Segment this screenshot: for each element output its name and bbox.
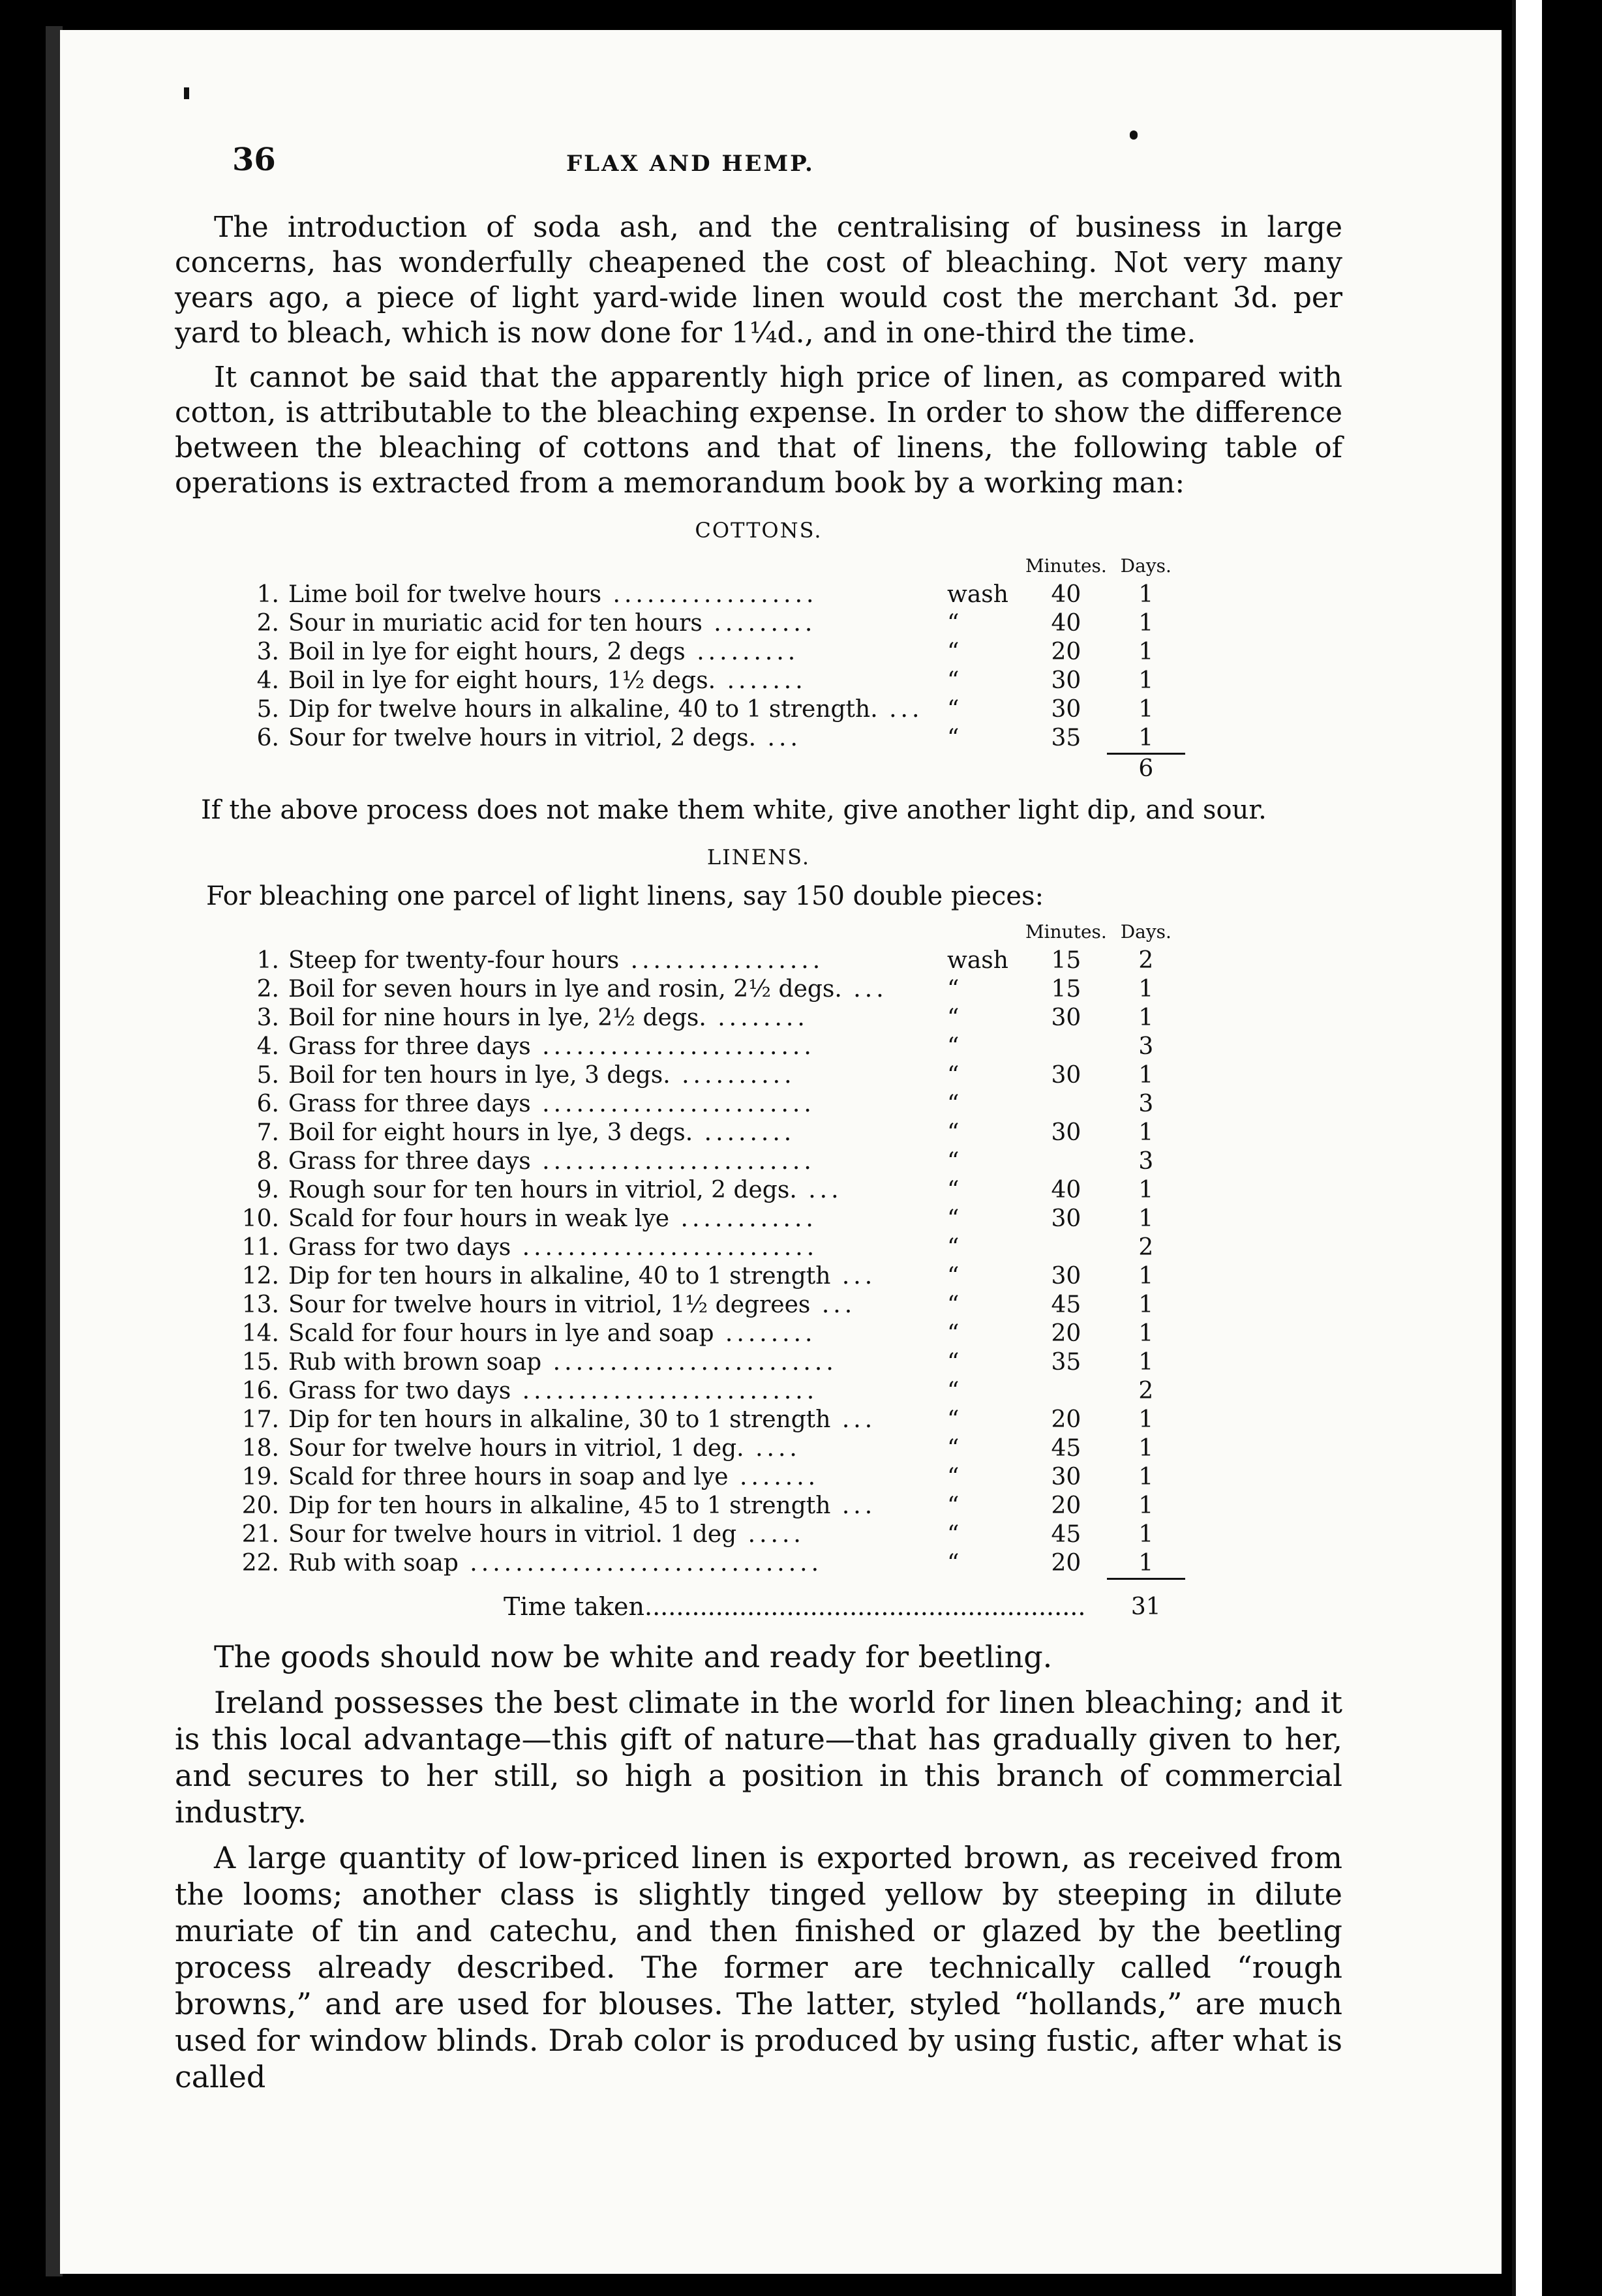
operation-text: Boil for seven hours in lye and rosin, 2½ degs. bbox=[288, 976, 842, 1003]
leader-dots: ... bbox=[830, 1492, 877, 1519]
days-value: 3 bbox=[1138, 1091, 1154, 1117]
row-number: 5. bbox=[256, 696, 279, 723]
days-value: 1 bbox=[1138, 1349, 1154, 1376]
row-number: 2. bbox=[256, 976, 279, 1003]
wash-mark: “ bbox=[947, 1320, 960, 1347]
days-value: 1 bbox=[1138, 1004, 1154, 1031]
days-value: 1 bbox=[1138, 1521, 1154, 1548]
col-minutes: Minutes. bbox=[1025, 555, 1107, 577]
wash-mark: “ bbox=[947, 1062, 960, 1089]
table-row bbox=[240, 1377, 1185, 1406]
leader-dots: .......................... bbox=[511, 1234, 819, 1261]
days-value: 2 bbox=[1138, 1234, 1154, 1261]
minutes-value: 30 bbox=[1051, 1464, 1081, 1490]
paragraph: The goods should now be white and ready for beetling. bbox=[214, 1639, 1053, 1674]
minutes-value: 30 bbox=[1051, 1205, 1081, 1232]
minutes-value: 30 bbox=[1051, 1119, 1081, 1146]
page-content bbox=[175, 142, 1342, 2104]
operation-text: Sour for twelve hours in vitriol, 1 deg. bbox=[288, 1435, 744, 1462]
linens-title: LINENS. bbox=[706, 845, 811, 869]
leader-dots: ........................................................ bbox=[644, 1592, 1086, 1621]
row-number: 11. bbox=[241, 1234, 279, 1261]
ink-speck bbox=[184, 87, 189, 99]
operation bbox=[288, 1090, 941, 1119]
leader-dots: ... bbox=[877, 696, 924, 723]
operation-text: Grass for three days bbox=[288, 1148, 531, 1175]
leader-dots: ... bbox=[841, 976, 888, 1003]
row-number: 15. bbox=[241, 1349, 279, 1376]
days-value: 2 bbox=[1138, 947, 1154, 974]
cottons-table bbox=[240, 552, 1185, 783]
table-row bbox=[240, 1090, 1185, 1119]
row-number: 21. bbox=[241, 1521, 279, 1548]
wash-mark: “ bbox=[947, 1004, 960, 1031]
row-number: 19. bbox=[241, 1464, 279, 1490]
operation bbox=[288, 1262, 941, 1291]
operation-text: Dip for ten hours in alkaline, 40 to 1 strength bbox=[288, 1263, 831, 1290]
days-value: 2 bbox=[1138, 1378, 1154, 1404]
leader-dots: ..... bbox=[736, 1521, 805, 1548]
wash-mark: “ bbox=[947, 1492, 960, 1519]
minutes-value: 35 bbox=[1051, 725, 1081, 751]
table-row bbox=[240, 1520, 1185, 1549]
linens-table bbox=[240, 918, 1185, 1622]
operation bbox=[288, 1377, 941, 1406]
table-row bbox=[240, 1492, 1185, 1520]
operation-text: Steep for twenty-four hours bbox=[288, 947, 620, 974]
leader-dots: ....... bbox=[728, 1464, 820, 1490]
operation bbox=[288, 1233, 941, 1262]
leader-dots: ................. bbox=[619, 947, 824, 974]
operation-text: Scald for three hours in soap and lye bbox=[288, 1464, 729, 1490]
table-row bbox=[240, 1061, 1185, 1090]
table-row bbox=[240, 667, 1185, 695]
table-row bbox=[240, 1004, 1185, 1033]
operation-text: Sour for twelve hours in vitriol, 2 degs. bbox=[288, 725, 757, 751]
leader-dots: ... bbox=[810, 1292, 856, 1318]
table-row bbox=[240, 1233, 1185, 1262]
row-number: 22. bbox=[241, 1550, 279, 1577]
col-minutes: Minutes. bbox=[1025, 921, 1107, 943]
table-row bbox=[240, 1406, 1185, 1434]
minutes-value bbox=[1025, 1033, 1107, 1061]
wash-mark: “ bbox=[947, 1292, 960, 1318]
page-edge bbox=[1512, 0, 1542, 2296]
wash-mark: “ bbox=[947, 1263, 960, 1290]
header-title: FLAX AND HEMP. bbox=[566, 151, 815, 177]
operation bbox=[288, 638, 941, 667]
minutes-value: 20 bbox=[1051, 1550, 1081, 1577]
leader-dots: ........................ bbox=[530, 1148, 815, 1175]
operation-text: Grass for three days bbox=[288, 1091, 531, 1117]
operation-text: Boil in lye for eight hours, 1½ degs. bbox=[288, 667, 716, 694]
cottons-note: If the above process does not make them white, give another light dip, and sour. bbox=[201, 795, 1267, 825]
leader-dots: ........................ bbox=[530, 1033, 815, 1060]
minutes-value: 35 bbox=[1051, 1349, 1081, 1376]
ink-speck bbox=[1130, 130, 1138, 140]
wash-mark: “ bbox=[947, 976, 960, 1003]
minutes-value: 30 bbox=[1051, 696, 1081, 723]
days-value: 1 bbox=[1138, 976, 1154, 1003]
leader-dots: ... bbox=[756, 725, 802, 751]
table-row bbox=[240, 975, 1185, 1004]
days-value: 1 bbox=[1138, 1263, 1154, 1290]
operation-text: Sour in muriatic acid for ten hours bbox=[288, 610, 703, 637]
minutes-value bbox=[1025, 1233, 1107, 1262]
row-number: 6. bbox=[256, 1091, 279, 1117]
table-row bbox=[240, 1205, 1185, 1233]
minutes-value: 30 bbox=[1051, 667, 1081, 694]
days-value: 1 bbox=[1138, 1177, 1154, 1203]
minutes-value: 20 bbox=[1051, 639, 1081, 665]
days-value: 1 bbox=[1138, 696, 1154, 723]
table-row bbox=[240, 1348, 1185, 1377]
row-number: 1. bbox=[256, 581, 279, 608]
row-number: 16. bbox=[241, 1378, 279, 1404]
operation bbox=[288, 1147, 941, 1176]
table-row bbox=[240, 609, 1185, 638]
row-number: 6. bbox=[256, 725, 279, 751]
days-value: 1 bbox=[1138, 1406, 1154, 1433]
row-number: 4. bbox=[256, 1033, 279, 1060]
days-value: 1 bbox=[1138, 1320, 1154, 1347]
col-days: Days. bbox=[1120, 921, 1171, 943]
operation-text: Rub with brown soap bbox=[288, 1349, 542, 1376]
operation-text: Dip for ten hours in alkaline, 45 to 1 strength bbox=[288, 1492, 831, 1519]
row-number: 14. bbox=[241, 1320, 279, 1347]
row-number: 13. bbox=[241, 1292, 279, 1318]
wash-mark: “ bbox=[947, 1435, 960, 1462]
cottons-title: COTTONS. bbox=[695, 518, 823, 543]
days-value: 1 bbox=[1138, 1292, 1154, 1318]
table-row bbox=[240, 724, 1185, 754]
leader-dots: ... bbox=[830, 1406, 877, 1433]
row-number: 12. bbox=[241, 1263, 279, 1290]
operation-text: Dip for ten hours in alkaline, 30 to 1 strength bbox=[288, 1406, 831, 1433]
row-number: 10. bbox=[241, 1205, 279, 1232]
wash-mark: “ bbox=[947, 1119, 960, 1146]
minutes-value bbox=[1025, 1147, 1107, 1176]
operation bbox=[288, 1406, 941, 1434]
days-value: 1 bbox=[1138, 1119, 1154, 1146]
row-number: 2. bbox=[256, 610, 279, 637]
operation-text: Sour for twelve hours in vitriol, 1½ degrees bbox=[288, 1292, 811, 1318]
operation-text: Scald for four hours in weak lye bbox=[288, 1205, 670, 1232]
minutes-value: 40 bbox=[1051, 581, 1081, 608]
wash-mark: wash bbox=[947, 581, 1008, 608]
days-value: 1 bbox=[1138, 725, 1154, 751]
operation-text: Rub with soap bbox=[288, 1550, 459, 1577]
linens-intro: For bleaching one parcel of light linens, say 150 double pieces: bbox=[206, 881, 1044, 911]
table-row bbox=[240, 638, 1185, 667]
wash-mark: “ bbox=[947, 1091, 960, 1117]
operation bbox=[288, 1520, 941, 1549]
minutes-value: 30 bbox=[1051, 1263, 1081, 1290]
table-row bbox=[240, 946, 1185, 975]
minutes-value: 15 bbox=[1051, 947, 1081, 974]
leader-dots: ........ bbox=[706, 1004, 809, 1031]
wash-mark: “ bbox=[947, 696, 960, 723]
wash-mark: “ bbox=[947, 1148, 960, 1175]
operation bbox=[288, 695, 941, 724]
operation-text: Boil in lye for eight hours, 2 degs bbox=[288, 639, 686, 665]
days-value: 1 bbox=[1138, 610, 1154, 637]
operation-text: Rough sour for ten hours in vitriol, 2 degs. bbox=[288, 1177, 797, 1203]
minutes-value: 30 bbox=[1051, 1004, 1081, 1031]
operation bbox=[288, 724, 941, 754]
col-days: Days. bbox=[1120, 555, 1171, 577]
days-value: 1 bbox=[1138, 1062, 1154, 1089]
operation bbox=[288, 946, 941, 975]
operation-text: Boil for nine hours in lye, 2½ degs. bbox=[288, 1004, 706, 1031]
wash-mark: “ bbox=[947, 1177, 960, 1203]
table-row bbox=[240, 695, 1185, 724]
table-row bbox=[240, 1147, 1185, 1176]
days-value: 1 bbox=[1138, 639, 1154, 665]
wash-mark: “ bbox=[947, 1406, 960, 1433]
operation bbox=[288, 1291, 941, 1320]
row-number: 18. bbox=[241, 1435, 279, 1462]
row-number: 3. bbox=[256, 639, 279, 665]
wash-mark: “ bbox=[947, 1234, 960, 1261]
days-value: 1 bbox=[1138, 1435, 1154, 1462]
minutes-value: 20 bbox=[1051, 1320, 1081, 1347]
table-row bbox=[240, 581, 1185, 609]
operation bbox=[288, 1434, 941, 1463]
leader-dots: ......................... bbox=[541, 1349, 838, 1376]
leader-dots: ......... bbox=[702, 610, 817, 637]
minutes-value: 15 bbox=[1051, 976, 1081, 1003]
leader-dots: ........ bbox=[693, 1119, 796, 1146]
leader-dots: ............ bbox=[669, 1205, 817, 1232]
days-value: 1 bbox=[1138, 1464, 1154, 1490]
table-row bbox=[240, 1549, 1185, 1579]
row-number: 9. bbox=[256, 1177, 279, 1203]
minutes-value: 20 bbox=[1051, 1406, 1081, 1433]
wash-mark: “ bbox=[947, 1378, 960, 1404]
running-head bbox=[175, 142, 1342, 188]
row-number: 17. bbox=[241, 1406, 279, 1433]
leader-dots: ... bbox=[830, 1263, 877, 1290]
minutes-value bbox=[1025, 1090, 1107, 1119]
operation bbox=[288, 1492, 941, 1520]
minutes-value: 40 bbox=[1051, 1177, 1081, 1203]
days-value: 3 bbox=[1138, 1033, 1154, 1060]
table-row bbox=[240, 1434, 1185, 1463]
leader-dots: .......................... bbox=[511, 1378, 819, 1404]
minutes-value: 45 bbox=[1051, 1292, 1081, 1318]
row-number: 1. bbox=[256, 947, 279, 974]
paragraph: It cannot be said that the apparently high price of linen, as compared with cotton, is attributable to the bleaching expense. In order to show the difference between the bleaching of cottons and that of linens, the following table of operations is extracted from a memorandum book by a working man: bbox=[175, 361, 1342, 500]
table-row bbox=[240, 1033, 1185, 1061]
table-row bbox=[240, 1176, 1185, 1205]
leader-dots: .......... bbox=[670, 1062, 796, 1089]
table-row bbox=[240, 1291, 1185, 1320]
paragraph: A large quantity of low-priced linen is exported brown, as received from the looms; another class is slightly tinged yellow by steeping in dilute muriate of tin and catechu, and then finished or glazed by the beetling process already described. The former are technically called “rough browns,” and are used for blouses. The latter, styled “hollands,” are much used for window blinds. Drab color is produced by using fustic, after what is called bbox=[175, 1840, 1342, 2094]
closing-text bbox=[175, 1639, 1342, 2095]
days-value: 3 bbox=[1138, 1148, 1154, 1175]
table-row bbox=[240, 1119, 1185, 1147]
minutes-value: 30 bbox=[1051, 1062, 1081, 1089]
operation bbox=[288, 1061, 941, 1090]
wash-mark: “ bbox=[947, 1033, 960, 1060]
leader-dots: ....... bbox=[716, 667, 807, 694]
wash-mark: “ bbox=[947, 1464, 960, 1490]
table-row bbox=[240, 1320, 1185, 1348]
row-number: 8. bbox=[256, 1148, 279, 1175]
wash-mark: wash bbox=[947, 947, 1008, 974]
row-number: 3. bbox=[256, 1004, 279, 1031]
time-taken-label bbox=[288, 1579, 1107, 1622]
linens-total-days: 31 bbox=[1107, 1579, 1185, 1622]
days-value: 1 bbox=[1138, 1205, 1154, 1232]
page-number: 36 bbox=[232, 142, 276, 178]
leader-dots: ........ bbox=[714, 1320, 817, 1347]
leader-dots: ......... bbox=[685, 639, 800, 665]
operation bbox=[288, 581, 941, 609]
leader-dots: .... bbox=[744, 1435, 801, 1462]
row-number: 7. bbox=[256, 1119, 279, 1146]
wash-mark: “ bbox=[947, 667, 960, 694]
operation-text: Boil for eight hours in lye, 3 degs. bbox=[288, 1119, 693, 1146]
wash-mark: “ bbox=[947, 1550, 960, 1577]
minutes-value: 40 bbox=[1051, 610, 1081, 637]
operation bbox=[288, 1004, 941, 1033]
paragraph: The introduction of soda ash, and the centralising of business in large concerns, has wonderfully cheapened the cost of bleaching. Not very many years ago, a piece of light yard-wide linen would cost the merchant 3d. per yard to bleach, which is now done for 1¼d., and in one-third the time. bbox=[175, 211, 1342, 350]
cottons-total-days: 6 bbox=[1107, 754, 1185, 784]
operation-text: Grass for two days bbox=[288, 1234, 511, 1261]
operation bbox=[288, 1463, 941, 1492]
paragraph: Ireland possesses the best climate in the world for linen bleaching; and it is this local advantage—this gift of nature—that has gradually given to her, and secures to her still, so high a position in this branch of commercial industry. bbox=[175, 1685, 1342, 1830]
operation bbox=[288, 667, 941, 695]
operation-text: Scald for four hours in lye and soap bbox=[288, 1320, 714, 1347]
wash-mark: “ bbox=[947, 1521, 960, 1548]
row-number: 5. bbox=[256, 1062, 279, 1089]
wash-mark: “ bbox=[947, 1349, 960, 1376]
operation bbox=[288, 1119, 941, 1147]
operation bbox=[288, 1176, 941, 1205]
operation bbox=[288, 1549, 941, 1579]
operation bbox=[288, 975, 941, 1004]
minutes-value bbox=[1025, 1377, 1107, 1406]
operation bbox=[288, 1320, 941, 1348]
operation-text: Grass for two days bbox=[288, 1378, 511, 1404]
operation-text: Grass for three days bbox=[288, 1033, 531, 1060]
operation bbox=[288, 609, 941, 638]
wash-mark: “ bbox=[947, 610, 960, 637]
leader-dots: ... bbox=[796, 1177, 843, 1203]
wash-mark: “ bbox=[947, 639, 960, 665]
operation bbox=[288, 1348, 941, 1377]
operation bbox=[288, 1205, 941, 1233]
row-number: 4. bbox=[256, 667, 279, 694]
days-value: 1 bbox=[1138, 667, 1154, 694]
leader-dots: ........................ bbox=[530, 1091, 815, 1117]
operation-text: Lime boil for twelve hours bbox=[288, 581, 602, 608]
days-value: 1 bbox=[1138, 1550, 1154, 1577]
operation-text: Dip for twelve hours in alkaline, 40 to 1 strength. bbox=[288, 696, 878, 723]
wash-mark: “ bbox=[947, 725, 960, 751]
row-number: 20. bbox=[241, 1492, 279, 1519]
days-value: 1 bbox=[1138, 581, 1154, 608]
operation-text: Sour for twelve hours in vitriol. 1 deg bbox=[288, 1521, 737, 1548]
table-row bbox=[240, 1463, 1185, 1492]
leader-dots: .................. bbox=[601, 581, 818, 608]
minutes-value: 20 bbox=[1051, 1492, 1081, 1519]
operation bbox=[288, 1033, 941, 1061]
leader-dots: ............................... bbox=[458, 1550, 823, 1577]
minutes-value: 45 bbox=[1051, 1521, 1081, 1548]
wash-mark: “ bbox=[947, 1205, 960, 1232]
minutes-value: 45 bbox=[1051, 1435, 1081, 1462]
days-value: 1 bbox=[1138, 1492, 1154, 1519]
table-row bbox=[240, 1262, 1185, 1291]
time-taken-text: Time taken bbox=[504, 1592, 645, 1621]
operation-text: Boil for ten hours in lye, 3 degs. bbox=[288, 1062, 671, 1089]
